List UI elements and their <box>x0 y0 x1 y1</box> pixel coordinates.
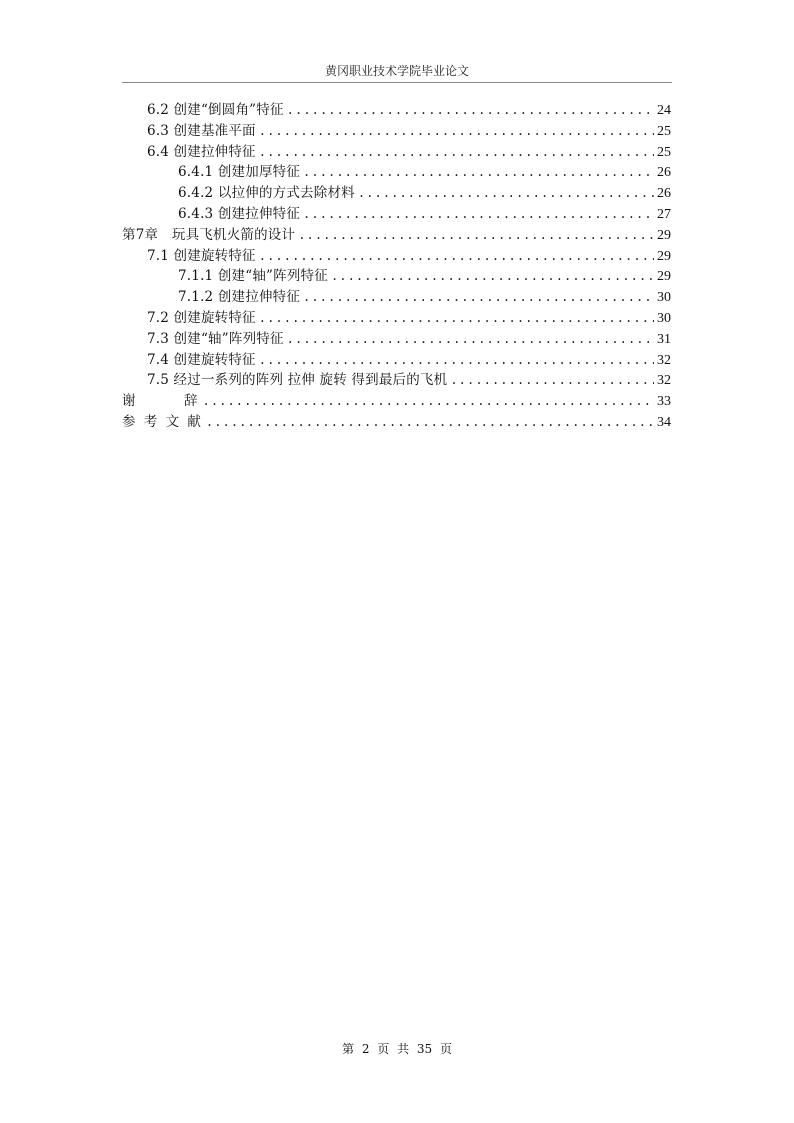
toc-leader-dots <box>331 269 654 283</box>
toc-leader-dots <box>298 228 654 242</box>
toc-entry[interactable] <box>122 368 671 389</box>
toc-leader-dots <box>259 311 654 325</box>
toc-entry-page: 34 <box>657 414 671 430</box>
toc-entry-title: 6.4.2 以拉伸的方式去除材料 <box>178 185 355 202</box>
toc-entry-page: 32 <box>657 352 671 368</box>
toc-entry-page: 32 <box>657 373 671 389</box>
toc-entry-title: 6.4.1 创建加厚特征 <box>178 164 301 181</box>
toc-entry-page: 27 <box>657 206 671 222</box>
toc-entry-title: 7.5 经过一系列的阵列 拉伸 旋转 得到最后的飞机 <box>147 372 448 389</box>
toc-entry-title: 6.4 创建拉伸特征 <box>147 143 256 160</box>
toc-entry[interactable] <box>122 140 671 161</box>
toc-leader-dots <box>259 249 654 263</box>
toc-leader-dots <box>259 145 654 159</box>
page-footer: 第 2 页 共 35 页 <box>342 1042 452 1056</box>
toc-entry-page: 30 <box>657 290 671 306</box>
toc-entry-page: 31 <box>657 331 671 347</box>
toc-leader-dots <box>287 103 654 117</box>
toc-entry[interactable] <box>122 285 671 306</box>
toc-entry[interactable] <box>122 306 671 327</box>
toc-entry-page: 26 <box>657 165 671 181</box>
toc-entry-page: 25 <box>657 123 671 139</box>
toc-leader-dots <box>303 207 654 221</box>
toc-leader-dots <box>358 186 654 200</box>
toc-entry-title: 谢 辞 <box>122 393 200 410</box>
toc-entry-page: 25 <box>657 144 671 160</box>
toc-entry[interactable] <box>122 202 671 223</box>
toc-leader-dots <box>259 353 654 367</box>
toc-entry-page: 29 <box>657 269 671 285</box>
toc-leader-dots <box>303 290 654 304</box>
toc-entry[interactable] <box>122 348 671 369</box>
page-header: 黄冈职业技术学院毕业论文 <box>324 64 469 78</box>
toc-entry-title: 6.3 创建基准平面 <box>147 122 256 139</box>
toc-entry[interactable] <box>122 389 671 410</box>
toc-entry-title: 第7章 玩具飞机火箭的设计 <box>122 226 296 243</box>
toc-entry-page: 29 <box>657 227 671 243</box>
header-divider <box>122 82 672 83</box>
toc-entry[interactable] <box>122 160 671 181</box>
toc-entry[interactable] <box>122 264 671 285</box>
toc-entry-title: 7.4 创建旋转特征 <box>147 351 256 368</box>
toc-entry-page: 24 <box>657 103 671 118</box>
toc-leader-dots <box>203 394 655 408</box>
toc-entry-title: 7.1.2 创建拉伸特征 <box>178 289 301 306</box>
toc-entry-title: 参 考 文 献 <box>122 413 203 430</box>
toc-entry-page: 26 <box>657 186 671 202</box>
toc-entry-title: 7.1 创建旋转特征 <box>147 247 256 264</box>
toc-entry-title: 7.3 创建“轴”阵列特征 <box>147 330 284 347</box>
toc-leader-dots <box>303 165 654 179</box>
toc-entry[interactable] <box>122 223 671 244</box>
toc-entry[interactable] <box>122 244 671 265</box>
toc-entry-title: 7.2 创建旋转特征 <box>147 309 256 326</box>
toc-leader-dots <box>206 415 654 429</box>
toc-entry-title: 6.4.3 创建拉伸特征 <box>178 205 301 222</box>
toc-entry[interactable] <box>122 181 671 202</box>
toc-leader-dots <box>259 124 654 138</box>
toc-entry-page: 33 <box>657 394 671 410</box>
toc-leader-dots <box>450 373 654 387</box>
toc-entry-page: 30 <box>657 310 671 326</box>
toc-entry-title: 6.2 创建“倒圆角”特征 <box>147 102 284 118</box>
toc-entry-title: 7.1.1 创建“轴”阵列特征 <box>178 268 328 285</box>
toc-entry[interactable] <box>122 98 671 119</box>
table-of-contents <box>122 98 671 431</box>
toc-entry[interactable] <box>122 327 671 348</box>
toc-entry[interactable] <box>122 410 671 431</box>
toc-entry[interactable] <box>122 119 671 140</box>
toc-leader-dots <box>287 332 654 346</box>
toc-entry-page: 29 <box>657 248 671 264</box>
